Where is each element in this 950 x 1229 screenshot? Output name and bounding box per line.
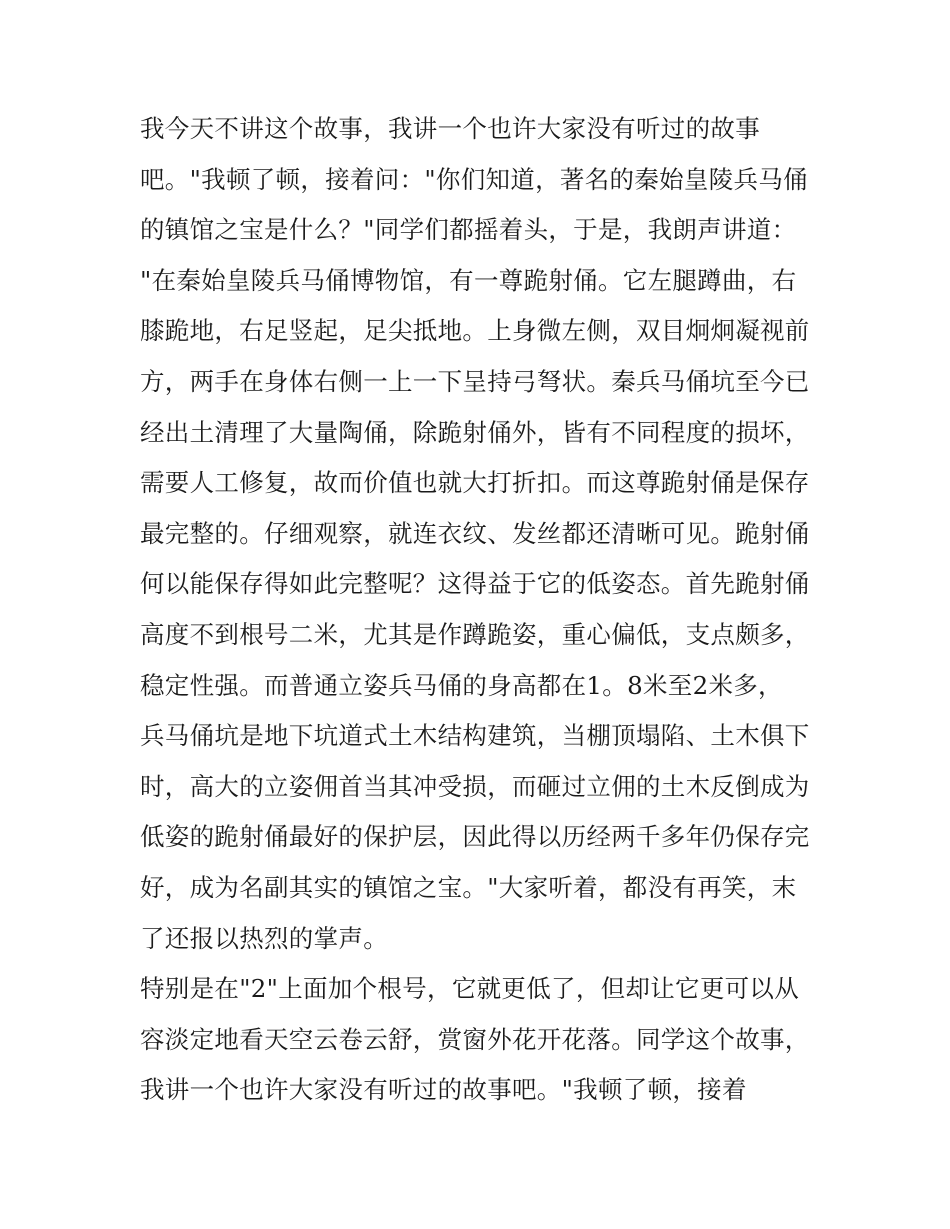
text-line: 容淡定地看天空云卷云舒，赏窗外花开花落。同学这个故事， [140,1024,810,1054]
text-line: 最完整的。仔细观察，就连衣纹、发丝都还清晰可见。跪射俑 [140,518,810,548]
text-line: 吧。"我顿了顿，接着问："你们知道，著名的秦始皇陵兵马俑 [140,164,808,194]
text-line: 特别是在"2"上面加个根号，它就更低了，但却让它更可以从 [140,974,800,1004]
text-line: 需要人工修复，故而价值也就大打折扣。而这尊跪射俑是保存 [140,468,810,498]
text-line: 兵马俑坑是地下坑道式土木结构建筑，当棚顶塌陷、土木俱下 [140,721,810,751]
text-line: 时，高大的立姿佣首当其冲受损，而砸过立佣的土木反倒成为 [140,771,810,801]
text-line: 膝跪地，右足竖起，足尖抵地。上身微左侧，双目炯炯凝视前 [140,316,810,346]
body-text [140,104,830,1116]
text-line: 好，成为名副其实的镇馆之宝。"大家听着，都没有再笑，末 [140,872,797,902]
text-line: 我今天不讲这个故事，我讲一个也许大家没有听过的故事 [140,114,760,143]
text-line: 方，两手在身体右侧一上一下呈持弓弩状。秦兵马俑坑至今已 [140,366,810,396]
text-line: 稳定性强。而普通立姿兵马俑的身高都在1。8米至2米多， [140,670,783,700]
text-line: 低姿的跪射俑最好的保护层，因此得以历经两千多年仍保存完 [140,822,810,852]
text-line: 的镇馆之宝是什么？"同学们都摇着头，于是，我朗声讲道： [140,215,797,245]
text-line: "在秦始皇陵兵马俑博物馆，有一尊跪射俑。它左腿蹲曲，右 [140,265,797,295]
text-line: 何以能保存得如此完整呢？这得益于它的低姿态。首先跪射俑 [140,569,810,599]
text-line: 我讲一个也许大家没有听过的故事吧。"我顿了顿，接着 [140,1075,747,1105]
text-line: 了还报以热烈的掌声。 [140,923,388,953]
text-line: 高度不到根号二米，尤其是作蹲跪姿，重心偏低，支点颇多， [140,619,810,649]
text-line: 经出土清理了大量陶俑，除跪射俑外，皆有不同程度的损坏， [140,417,810,447]
